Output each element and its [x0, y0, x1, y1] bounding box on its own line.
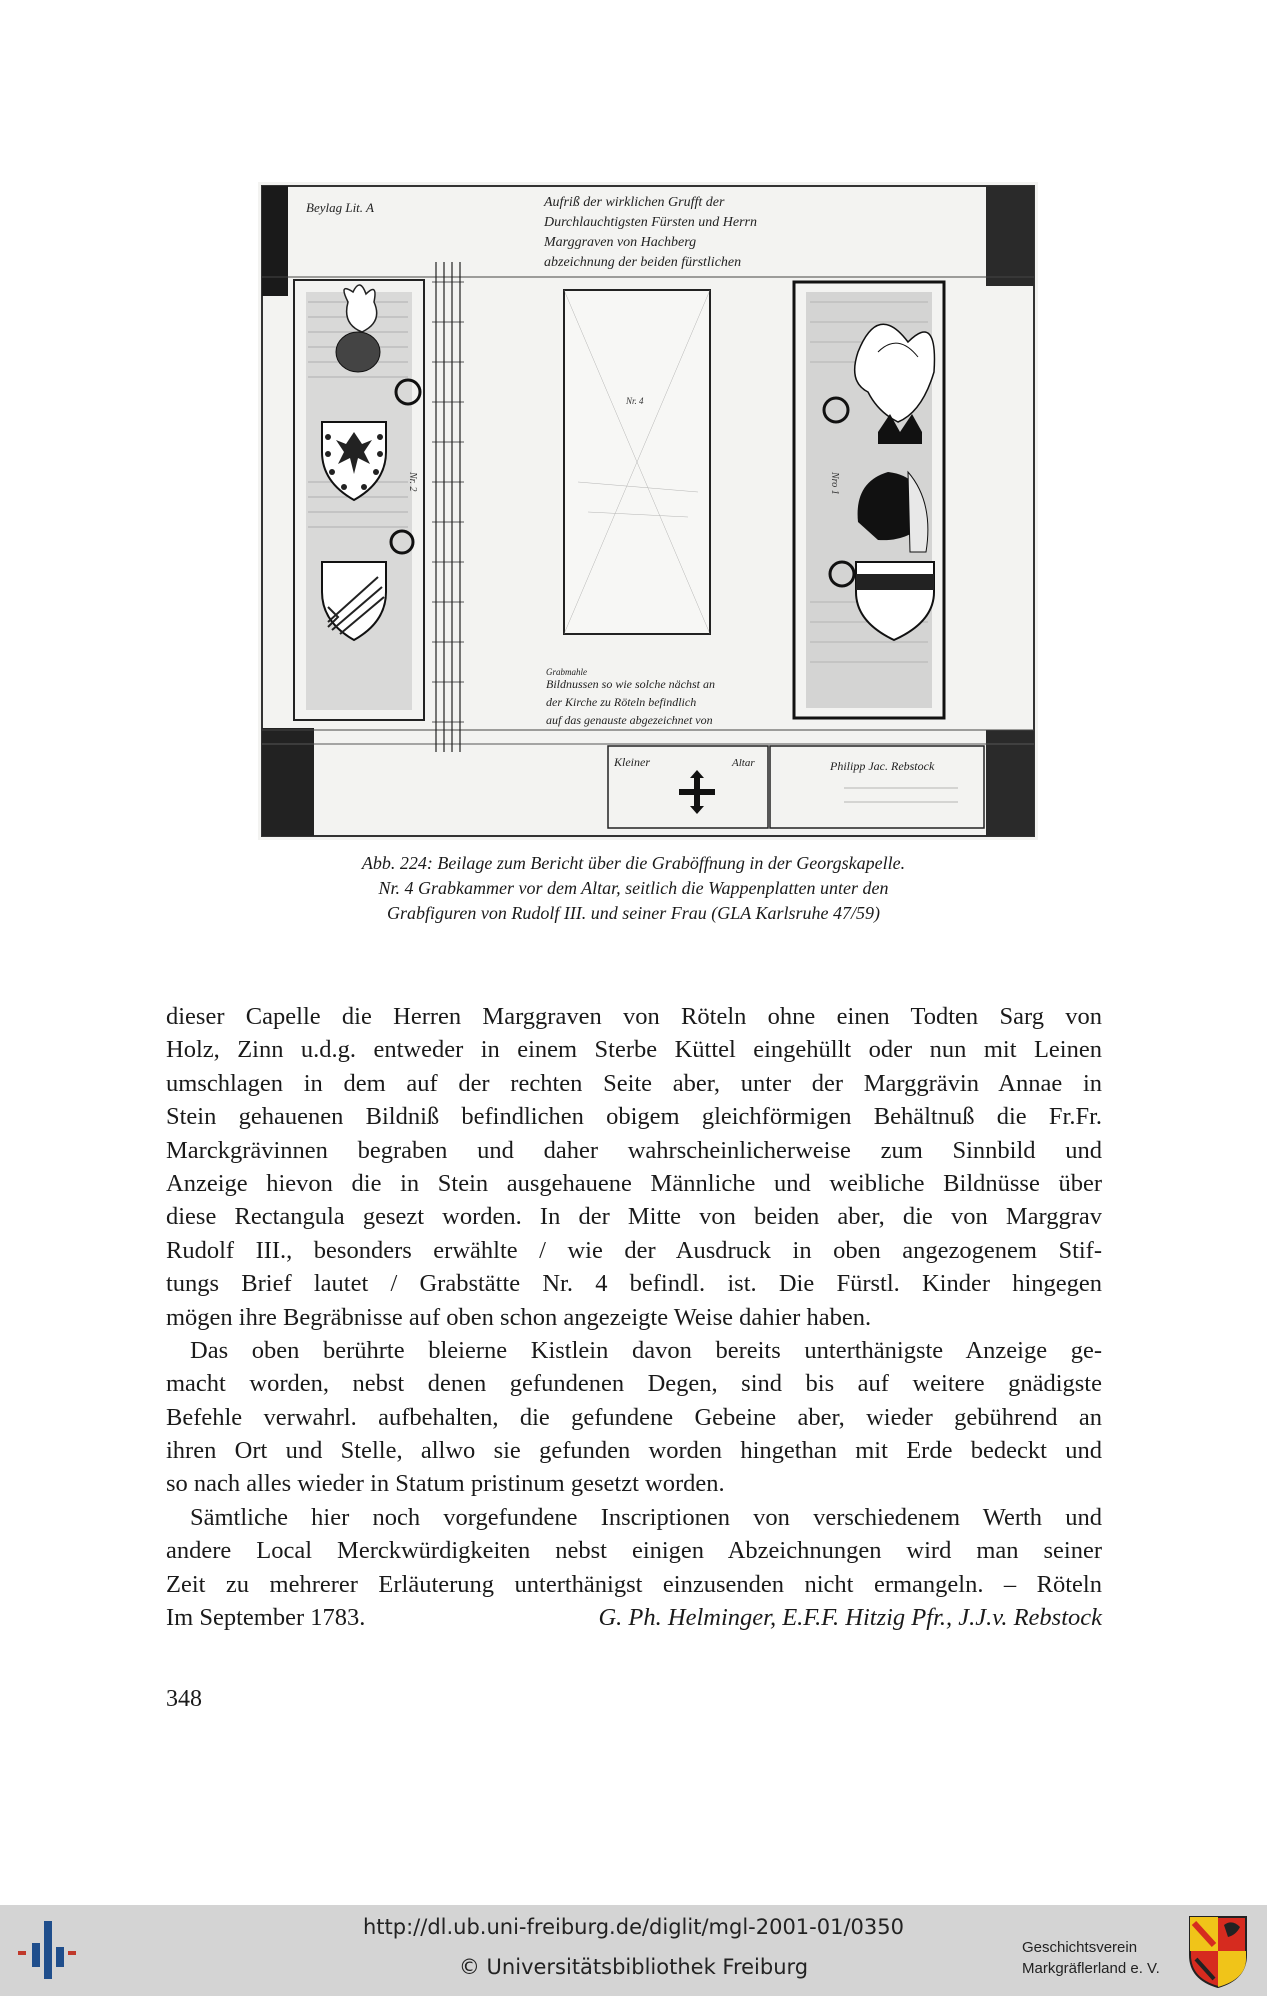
text-line: so nach alles wieder in Statum pristinum gesetzt worden. — [166, 1470, 725, 1498]
title-line-1: Aufriß der wirklichen Grufft der — [544, 195, 725, 210]
text-line: macht worden, nebst denen gefundenen Degen, sind bis auf weitere gnädigste — [166, 1370, 1102, 1398]
paragraph-3 — [166, 1501, 1102, 1635]
text-line: Sämtliche hier noch vorgefundene Inscriptionen von verschiedenem Werth und — [190, 1503, 1102, 1531]
crypt-drawing-figure — [258, 182, 1038, 840]
society-line-1: Geschichtsverein — [1022, 1939, 1138, 1956]
note-line-3: der Kirche zu Röteln befindlich — [546, 695, 697, 709]
label-nr4: Nr. 4 — [626, 396, 644, 406]
footer-society-name — [1022, 1937, 1160, 1979]
date-signature-line — [166, 1601, 1102, 1634]
text-line: tungs Brief lautet / Grabstätte Nr. 4 befindl. ist. Die Fürstl. Kinder hingegen — [166, 1270, 1102, 1298]
text-line: Zeit zu mehrerer Erläuterung unterthänigst einzusenden nicht ermangeln. – Röteln — [166, 1570, 1102, 1598]
society-line-2: Markgräflerland e. V. — [1022, 1960, 1160, 1977]
text-line: Stein gehauenen Bildniß befindlichen obigem gleichförmigen Behältnuß die Fr.Fr. — [166, 1103, 1102, 1131]
text-line: ihren Ort und Stelle, allwo sie gefunden worden hingethan mit Erde bedeckt und — [166, 1437, 1102, 1465]
footer-url-link[interactable]: http://dl.ub.uni-freiburg.de/diglit/mgl-2001-01/0350 — [362, 1915, 904, 1939]
caption-line-3: Grabfiguren von Rudolf III. und seiner Frau (GLA Karlsruhe 47/59) — [387, 903, 880, 923]
text-line: dieser Capelle die Herren Marggraven von Röteln ohne einen Todten Sarg von — [166, 1003, 1102, 1030]
footer-copyright: © Universitätsbibliothek Freiburg — [458, 1955, 809, 1979]
figure-caption — [190, 851, 1077, 926]
text-line: Das oben berührte bleierne Kistlein davon bereits unterthänigste Anzeige ge- — [190, 1336, 1102, 1364]
label-altar: Altar — [732, 757, 755, 769]
text-line: andere Local Merckwürdigkeiten nebst einigen Abzeichnungen wird man seiner — [166, 1537, 1102, 1565]
cross-icon — [679, 770, 715, 814]
title-line-4: abzeichnung der beiden fürstlichen — [544, 255, 742, 270]
text-line: Holz, Zinn u.d.g. entweder in einem Sterbe Küttel eingehüllt oder nun mit Leinen — [166, 1036, 1102, 1064]
text-line: umschlagen in dem auf der rechten Seite aber, unter der Marggrävin Annae in — [166, 1069, 1102, 1097]
page-number: 348 — [166, 1686, 202, 1712]
label-beylag: Beylag Lit. A — [306, 200, 375, 215]
letter-date: Im September 1783. — [166, 1604, 366, 1632]
text-line: Anzeige hievon die in Stein ausgehauene Männliche und weibliche Bildnüsse über — [166, 1169, 1102, 1197]
crypt-drawing-illustration — [258, 182, 1038, 840]
caption-line-2: Nr. 4 Grabkammer vor dem Altar, seitlich die Wappenplatten unter den — [378, 878, 889, 898]
note-line-1: Grabmahle — [546, 667, 587, 677]
title-line-2: Durchlauchtigsten Fürsten und Herrn — [544, 215, 757, 230]
caption-line-1: Abb. 224: Beilage zum Bericht über die Graböffnung in der Georgskapelle. — [361, 853, 906, 873]
label-nr2: Nr. 2 — [407, 472, 418, 492]
note-line-2: Bildnussen so wie solche nächst an — [546, 677, 715, 691]
label-nr1: Nro 1 — [829, 472, 840, 495]
note-line-4: auf das genauste abgezeichnet von — [546, 713, 713, 727]
text-line: Marckgrävinnen begraben und daher wahrscheinlicherweise zum Sinnbild und — [166, 1136, 1102, 1164]
footer-bar — [0, 1905, 1267, 1996]
text-line: Rudolf III., besonders erwählte / wie der Ausdruck in oben angezogenem Stif- — [166, 1236, 1102, 1264]
paragraph-1 — [166, 1000, 1102, 1334]
signatories: G. Ph. Helminger, E.F.F. Hitzig Pfr., J.J.v. Rebstock — [598, 1604, 1102, 1632]
paragraph-2 — [166, 1334, 1102, 1501]
text-line: diese Rectangula gesezt worden. In der Mitte von beiden aber, die von Marggrav — [166, 1203, 1102, 1231]
geschichtsverein-crest-icon[interactable] — [1188, 1915, 1248, 1989]
label-kleiner: Kleiner — [614, 755, 650, 769]
label-signature: Philipp Jac. Rebstock — [830, 759, 935, 773]
title-line-3: Marggraven von Hachberg — [544, 235, 697, 250]
body-text — [166, 1000, 1102, 1634]
text-line: mögen ihre Begräbnisse auf oben schon angezeigte Weise dahier haben. — [166, 1303, 872, 1331]
text-line: Befehle verwahrl. aufbehalten, die gefundene Gebeine aber, wieder gebührend an — [166, 1403, 1102, 1431]
